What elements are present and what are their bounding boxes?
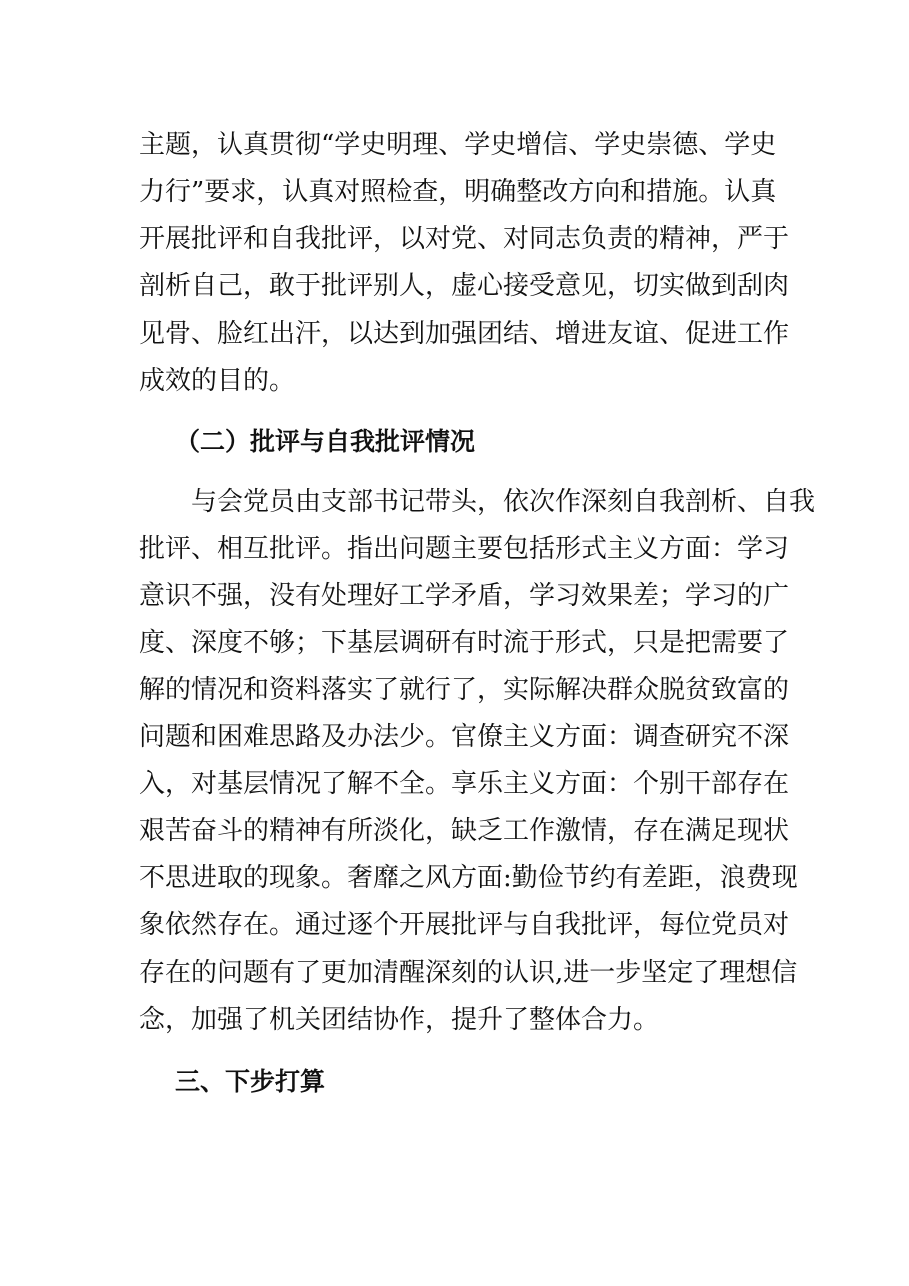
paragraph2-line-2: 批评、相互批评。指出问题主要包括形式主义方面：学习	[139, 534, 790, 564]
paragraph2-line-5: 解的情况和资料落实了就行了，实际解决群众脱贫致富的	[139, 675, 790, 705]
paragraph2-line-10: 象依然存在。通过逐个开展批评与自我批评，每位党员对	[139, 910, 790, 940]
paragraph1-line-3: 开展批评和自我批评，以对党、对同志负责的精神，严于	[139, 224, 790, 254]
paragraph1-line-4: 剖析自己，敢于批评别人，虚心接受意见，切实做到刮肉	[139, 271, 790, 301]
section-heading-next-steps: 三、下步打算	[175, 1067, 326, 1096]
paragraph2-line-6: 问题和困难思路及办法少。官僚主义方面：调查研究不深	[139, 722, 790, 752]
paragraph1-line-1: 主题，认真贯彻“学史明理、学史增信、学史崇德、学史	[139, 130, 777, 160]
paragraph1-line-5: 见骨、脸红出汗，以达到加强团结、增进友谊、促进工作	[139, 319, 790, 349]
paragraph2-line-11: 存在的问题有了更加清醒深刻的认识,进一步坚定了理想信	[139, 958, 798, 988]
paragraph1-line-2: 力行”要求，认真对照检查，明确整改方向和措施。认真	[139, 177, 777, 207]
paragraph2-line-1: 与会党员由支部书记带头，依次作深刻自我剖析、自我	[139, 487, 816, 517]
paragraph2-line-8: 艰苦奋斗的精神有所淡化，缺乏工作激情，存在满足现状	[139, 816, 790, 846]
paragraph2-line-9: 不思进取的现象。奢靡之风方面:勤俭节约有差距，浪费现	[139, 863, 798, 893]
paragraph2-line-3: 意识不强，没有处理好工学矛盾，学习效果差；学习的广	[139, 581, 790, 611]
paragraph1-line-6: 成效的目的。	[139, 366, 296, 396]
paragraph2-line-7: 入，对基层情况了解不全。享乐主义方面：个别干部存在	[139, 769, 790, 799]
paragraph2-line-12: 念，加强了机关团结协作，提升了整体合力。	[139, 1005, 660, 1035]
paragraph2-line-4: 度、深度不够；下基层调研有时流于形式，只是把需要了	[139, 628, 790, 658]
section-heading-criticism: （二）批评与自我批评情况	[175, 427, 476, 456]
